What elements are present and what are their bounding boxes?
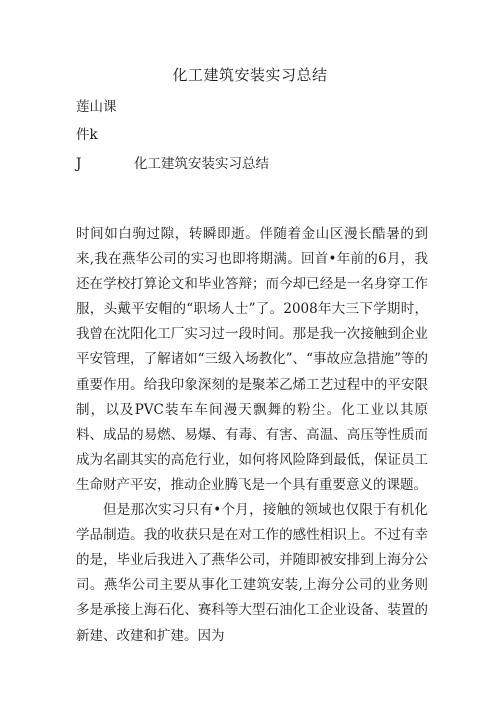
meta-line-1: 莲山课 [76,99,117,115]
meta-line-3 [76,152,269,172]
body-paragraph-1: 时间如白驹过隙，转瞬即逝。伴随着金山区漫长酷暑的到来,我在燕华公司的实习也即将期满。回首•年前的6月，我还在学校打算论文和毕业答辩；而今却已经是一名身穿工作服，头戴平安帽的“职场人士”了。2008年大三下学期时，我曾在沈阳化工厂实习过一段时间。那是我一次接触到企业平安管理，了解诸如“三级入场教化”、“事故应急措施”等的重要作用。给我印象深刻的是聚苯乙烯工艺过程中的平安限制，以及PVC装车车间漫天飘舞的粉尘。化工业以其原料、成品的易燃、易爆、有毒、有害、高温、高压等性质而成为名副其实的高危行业，如何将风险降到最低，保证员工生命财产平安，推动企业腾飞是一个具有重要意义的课题。 [76,226,428,493]
meta-line-2: 件k [76,127,98,143]
meta-line-3-text: 化工建筑安装实习总结 [134,156,269,172]
body-paragraph-2: 但是那次实习只有•个月，接触的领域也仅限于有机化学品制造。我的收获只是在对工作的感性相识上。不过有幸的是，毕业后我进入了燕华公司，并随即被安排到上海分公司。燕华公司主要从事化工建筑安装,上海分公司的业务则多是承接上海石化、赛科等大型石油化工企业设备、装置的新建、改建和扩建。因为 [76,502,428,644]
meta-line-3-prefix: J [76,156,82,172]
document-body [76,222,428,649]
document-title: 化工建筑安装实习总结 [172,66,328,84]
